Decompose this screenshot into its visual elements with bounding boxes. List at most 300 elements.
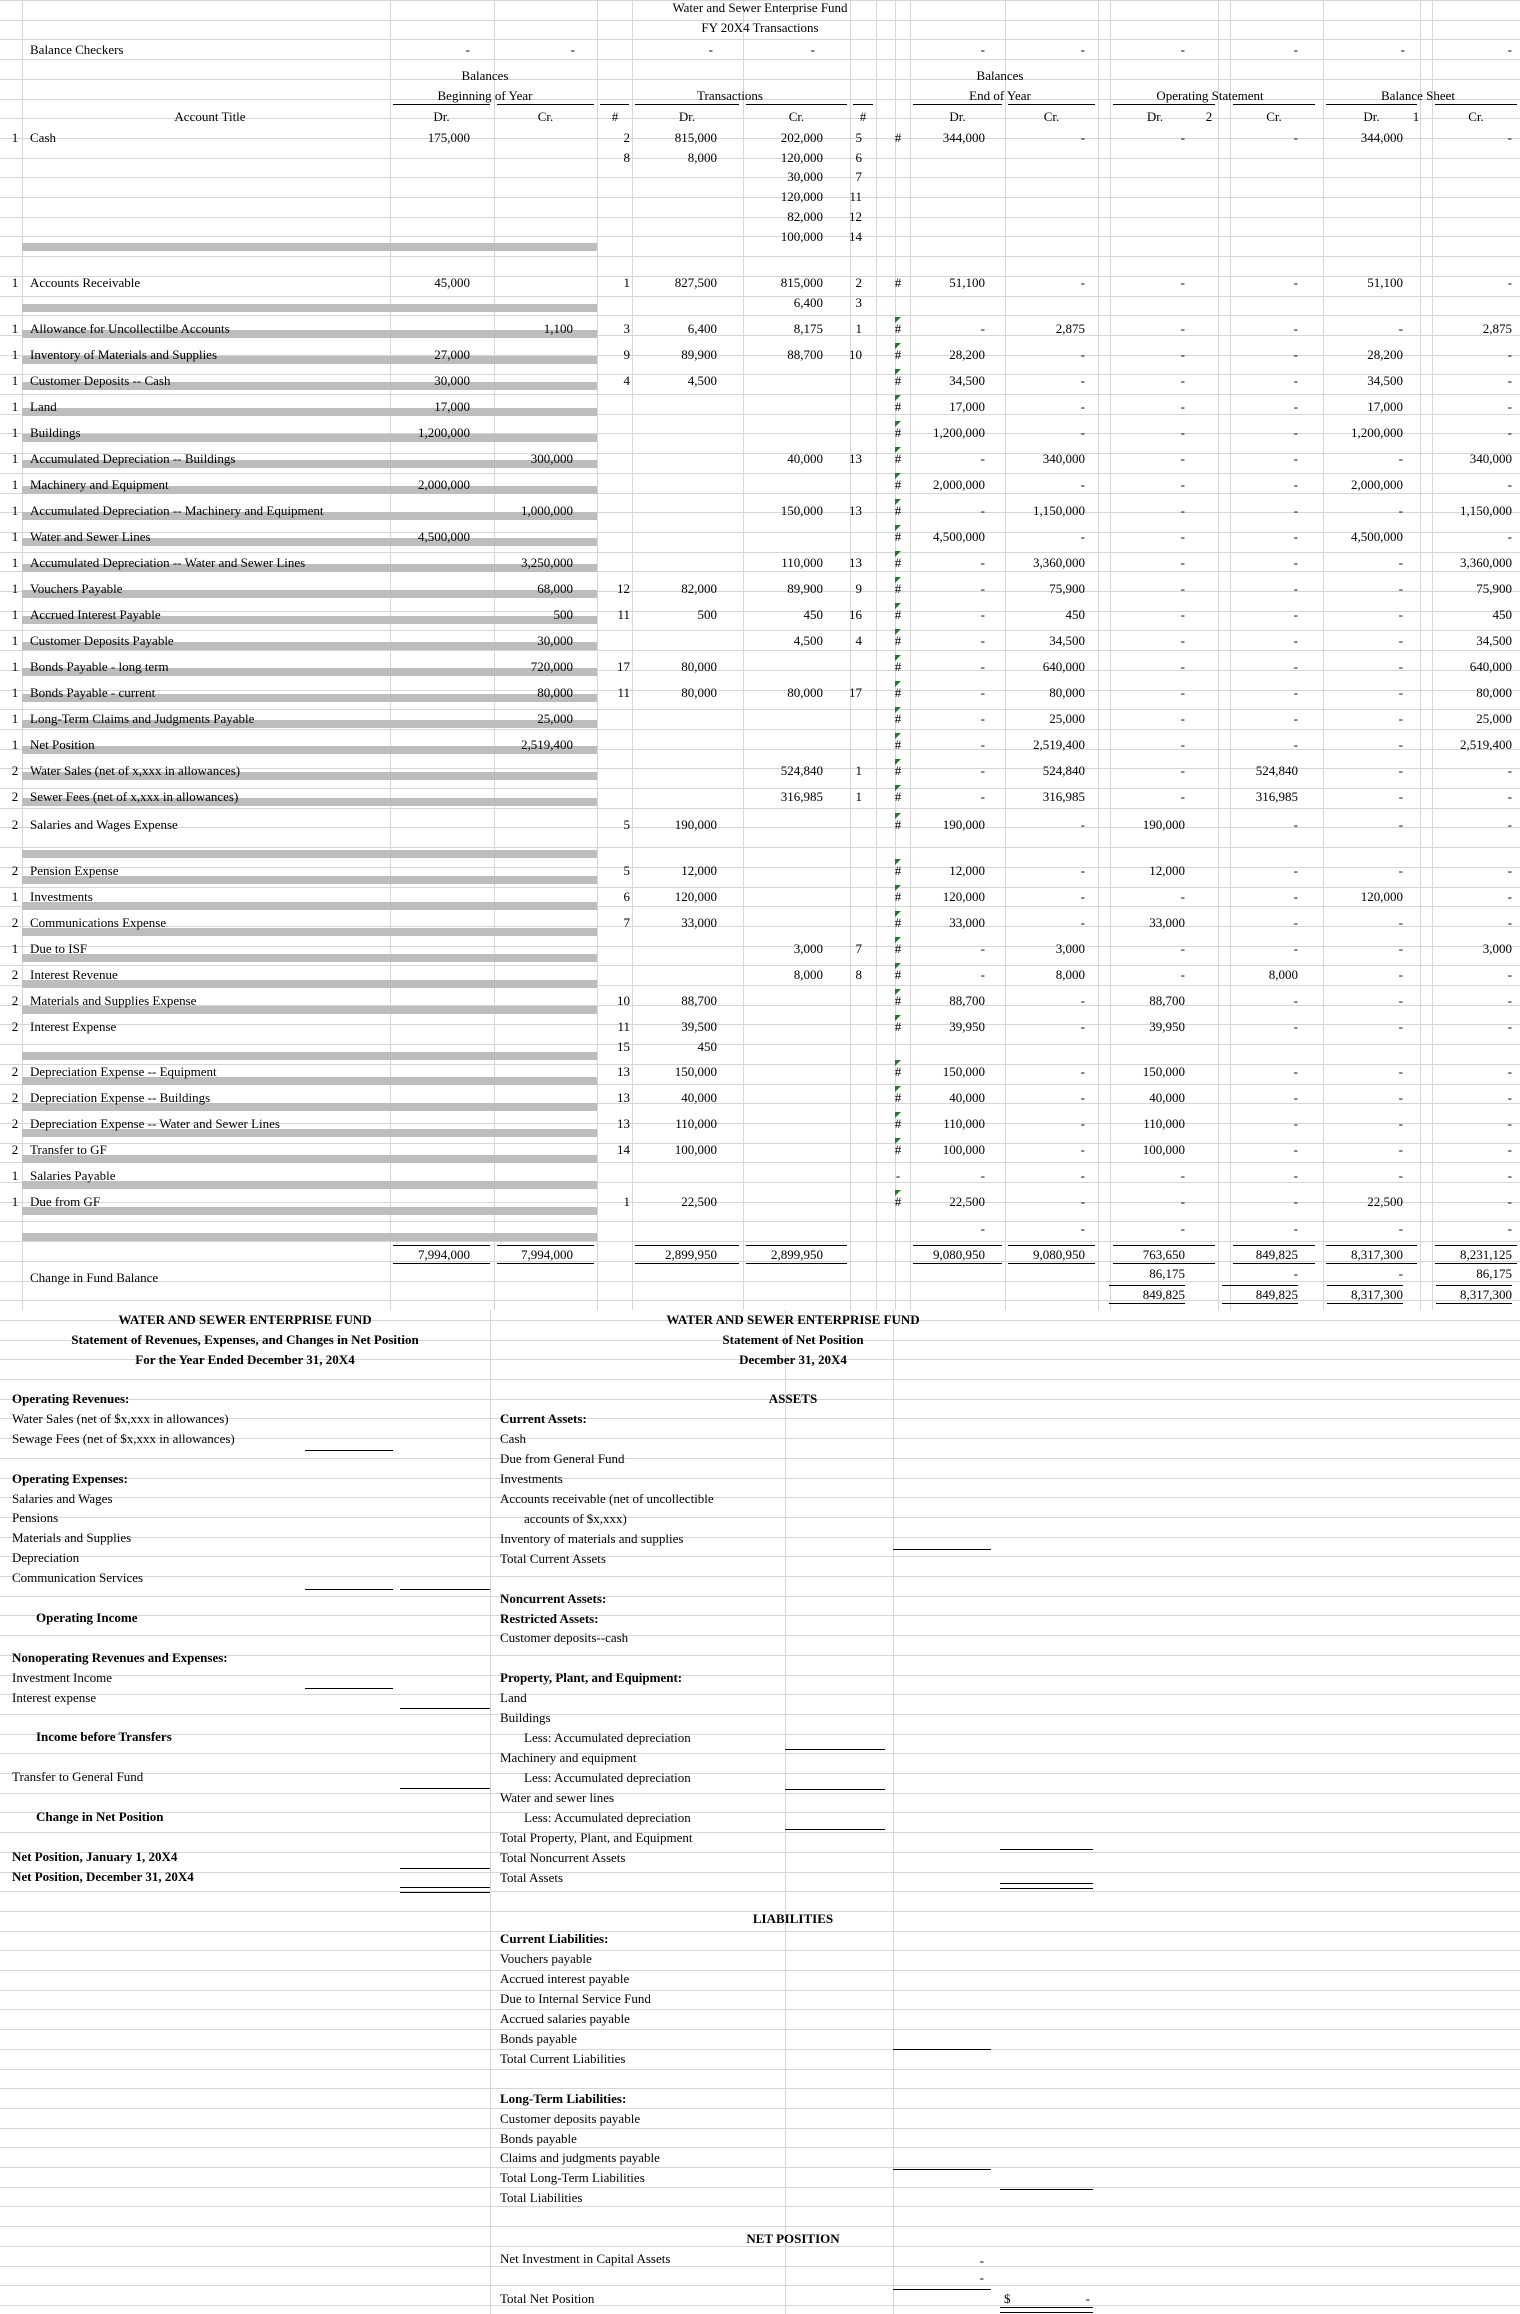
cell-ed: 34,500	[949, 373, 985, 388]
cell-ed: 12,000	[949, 863, 985, 878]
cell-tc	[743, 889, 823, 904]
cell-bd: 2,000,000	[418, 477, 470, 492]
net-investment-value-2: -	[979, 2270, 984, 2285]
cell-td	[637, 789, 717, 804]
cell-tc: 80,000	[787, 685, 823, 700]
asset-line: Noncurrent Assets:	[500, 1591, 607, 1606]
cell-bc	[493, 275, 573, 290]
cell-n2: 1	[855, 789, 862, 804]
cell-ec: 25,000	[1049, 711, 1085, 726]
asset-line: Customer deposits--cash	[500, 1630, 629, 1645]
cell-n: Pension Expense	[30, 863, 119, 878]
checker-mark: -	[1293, 42, 1298, 57]
cell-n: Due to ISF	[30, 941, 88, 956]
cell-n1: 13	[617, 1116, 630, 1131]
checker-mark: -	[465, 42, 470, 57]
cell-bd: 4,500,000	[418, 529, 470, 544]
sum-rule	[1327, 1285, 1403, 1286]
cell-n1	[606, 941, 630, 956]
cell-t: 2	[11, 817, 19, 832]
cell-bc: 68,000	[537, 581, 573, 596]
liability-line: Claims and judgments payable	[500, 2150, 660, 2165]
cell-od: 33,000	[1149, 915, 1185, 930]
cell-n: Depreciation Expense -- Equipment	[30, 1064, 217, 1079]
liabilities-heading: LIABILITIES	[752, 1911, 834, 1926]
cell-sd: -	[1398, 967, 1403, 982]
cell-ec: 2,519,400	[1033, 737, 1085, 752]
gridline-vertical	[1420, 0, 1421, 1310]
cell-ec: 80,000	[1049, 685, 1085, 700]
cell-n1: 15	[617, 1039, 630, 1054]
header-underline	[393, 104, 490, 105]
cell-sc: -	[1507, 1221, 1512, 1236]
cell-bc	[493, 1168, 573, 1183]
cell-n1	[606, 399, 630, 414]
cell-sd: -	[1398, 1019, 1403, 1034]
total-sd: 8,317,300	[1351, 1247, 1403, 1262]
cell-oc: -	[1293, 399, 1298, 414]
cell-od: -	[1180, 889, 1185, 904]
cell-h: #	[894, 941, 902, 956]
cell-n: Interest Expense	[30, 1019, 117, 1034]
income-line: Nonoperating Revenues and Expenses:	[12, 1650, 228, 1665]
income-line: Net Position, January 1, 20X4	[12, 1849, 178, 1864]
header-boy2: Beginning of Year	[437, 88, 533, 103]
cell-ed: -	[980, 581, 985, 596]
total-rule	[1233, 1245, 1315, 1246]
cell-t: 1	[11, 555, 19, 570]
cell-sd: 34,500	[1367, 373, 1403, 388]
total-rule	[1113, 1245, 1215, 1246]
checker-mark: -	[708, 42, 713, 57]
change-sc: 86,175	[1476, 1266, 1512, 1281]
cell-sd: -	[1398, 581, 1403, 596]
row-separator	[390, 850, 597, 858]
double-underline	[400, 1887, 490, 1893]
header-ops-flag: 2	[1205, 109, 1213, 124]
cell-ed: -	[980, 1221, 985, 1236]
cell-tc	[743, 1168, 823, 1183]
cell-tc: 82,000	[787, 209, 823, 224]
gridline-vertical	[1218, 0, 1219, 1310]
cell-od: -	[1180, 529, 1185, 544]
liability-line: Bonds payable	[500, 2031, 577, 2046]
gridline	[0, 2009, 1520, 2010]
cell-bd	[390, 581, 470, 596]
cell-n1	[606, 763, 630, 778]
cell-t: 1	[11, 737, 19, 752]
cell-sc: 80,000	[1476, 685, 1512, 700]
cell-ec: -	[1080, 1168, 1085, 1183]
cell-h: #	[894, 581, 902, 596]
comment-indicator	[895, 989, 901, 995]
double-underline	[1000, 2307, 1093, 2313]
cell-t: 1	[11, 451, 19, 466]
cell-tc	[743, 1116, 823, 1131]
cell-h: #	[894, 373, 902, 388]
cell-oc: 524,840	[1255, 763, 1298, 778]
cell-od: -	[1180, 451, 1185, 466]
cell-t: 2	[11, 1090, 19, 1105]
comment-indicator	[895, 395, 901, 401]
comment-indicator	[895, 603, 901, 609]
cell-t: 1	[11, 607, 19, 622]
cell-n: Transfer to GF	[30, 1142, 107, 1157]
cell-n1	[606, 711, 630, 726]
total-rule	[635, 1245, 739, 1246]
cell-td: 6,400	[687, 321, 717, 336]
cell-bc: 500	[553, 607, 573, 622]
cell-ec: -	[1080, 399, 1085, 414]
cell-t: 1	[11, 275, 19, 290]
liability-line: Current Liabilities:	[500, 1931, 609, 1946]
comment-indicator	[895, 343, 901, 349]
cell-n: Accrued Interest Payable	[30, 607, 161, 622]
gridline-vertical	[910, 0, 911, 1310]
cell-oc: -	[1293, 633, 1298, 648]
cell-td	[637, 967, 717, 982]
change-in-fund-balance-label: Change in Fund Balance	[30, 1270, 159, 1285]
income-line: Depreciation	[12, 1550, 80, 1565]
cell-sc: -	[1507, 347, 1512, 362]
cell-td	[637, 1168, 717, 1183]
row-separator	[390, 304, 597, 312]
cell-sd: 4,500,000	[1351, 529, 1403, 544]
cell-ed: -	[980, 967, 985, 982]
total-ec: 9,080,950	[1033, 1247, 1085, 1262]
gridline	[0, 2266, 1520, 2267]
cell-bd	[390, 1168, 470, 1183]
cell-n2	[836, 1019, 862, 1034]
cell-td: 80,000	[681, 659, 717, 674]
cell-n: Allowance for Uncollectilbe Accounts	[30, 321, 230, 336]
worksheet-title: Water and Sewer Enterprise Fund	[672, 0, 848, 15]
cell-sc: -	[1507, 130, 1512, 145]
amount-underline	[400, 1708, 490, 1709]
cell-ed: 33,000	[949, 915, 985, 930]
gridline	[0, 2088, 1520, 2089]
cell-ec: 8,000	[1055, 967, 1085, 982]
cell-bd	[390, 451, 470, 466]
cell-oc: -	[1293, 529, 1298, 544]
header-dr: Dr.	[1363, 109, 1380, 124]
cell-ed: -	[980, 711, 985, 726]
gridline	[0, 59, 1520, 60]
gridline-vertical	[1323, 0, 1324, 1310]
cell-bc	[493, 817, 573, 832]
cell-n: Accounts Receivable	[30, 275, 141, 290]
gridline	[0, 650, 1520, 651]
asset-line: Investments	[500, 1471, 563, 1486]
cell-od: -	[1180, 607, 1185, 622]
cell-t: 1	[11, 373, 19, 388]
cell-n: Long-Term Claims and Judgments Payable	[30, 711, 255, 726]
cell-ec: -	[1080, 915, 1085, 930]
checker-mark: -	[810, 42, 815, 57]
cell-n2: 6	[855, 150, 862, 165]
cell-sd: 17,000	[1367, 399, 1403, 414]
cell-n: Buildings	[30, 425, 81, 440]
cell-bc	[493, 425, 573, 440]
header-underline	[1113, 104, 1215, 105]
cell-n1: 9	[623, 347, 630, 362]
header-eoy: Balances	[976, 68, 1024, 83]
gridline-vertical	[490, 1310, 491, 2314]
cell-n2: 10	[849, 347, 862, 362]
cell-sd: -	[1398, 1221, 1403, 1236]
cell-n1: 13	[617, 1064, 630, 1079]
cell-od: -	[1180, 321, 1185, 336]
cell-bd	[390, 711, 470, 726]
comment-indicator	[895, 785, 901, 791]
cell-ec: 340,000	[1042, 451, 1085, 466]
cell-oc: -	[1293, 1194, 1298, 1209]
gridline	[0, 2187, 1520, 2188]
cell-od: -	[1180, 967, 1185, 982]
cell-td: 827,500	[674, 275, 717, 290]
cell-sd: -	[1398, 863, 1403, 878]
comment-indicator	[895, 525, 901, 531]
cell-t: 2	[11, 1064, 19, 1079]
cell-n1: 14	[617, 1142, 630, 1157]
cell-ec: -	[1080, 347, 1085, 362]
comment-indicator	[895, 681, 901, 687]
cell-ec: -	[1080, 1064, 1085, 1079]
cell-ed: 2,000,000	[933, 477, 985, 492]
cell-od: -	[1180, 130, 1185, 145]
cell-sc: -	[1507, 789, 1512, 804]
cell-h: #	[894, 1142, 902, 1157]
cell-oc: -	[1293, 863, 1298, 878]
cell-od: -	[1180, 555, 1185, 570]
cell-n2	[836, 1090, 862, 1105]
income-line: Operating Revenues:	[12, 1391, 130, 1406]
comment-indicator	[895, 963, 901, 969]
cell-td	[637, 477, 717, 492]
income-line: Salaries and Wages	[12, 1491, 113, 1506]
cell-tc	[743, 659, 823, 674]
cell-td: 39,500	[681, 1019, 717, 1034]
checker-mark: -	[1180, 42, 1185, 57]
gridline	[0, 2108, 1520, 2109]
cell-n1: 11	[617, 685, 630, 700]
cell-n2	[836, 425, 862, 440]
cell-oc: -	[1293, 1116, 1298, 1131]
cell-t: 1	[11, 321, 19, 336]
final-sd: 8,317,300	[1351, 1287, 1403, 1302]
cell-bc	[493, 477, 573, 492]
header-cr: Cr.	[788, 109, 805, 124]
cell-n2	[836, 1142, 862, 1157]
amount-underline	[400, 1788, 490, 1789]
gridline	[0, 394, 1520, 395]
cell-ed: -	[980, 763, 985, 778]
cell-td	[637, 633, 717, 648]
cell-ed: 51,100	[949, 275, 985, 290]
cell-n: Sewer Fees (net of x,xxx in allowances)	[30, 789, 239, 804]
cell-ed: 40,000	[949, 1090, 985, 1105]
cell-t: 1	[11, 399, 19, 414]
cell-bc	[493, 863, 573, 878]
cell-td: 22,500	[681, 1194, 717, 1209]
cell-ed: 88,700	[949, 993, 985, 1008]
cell-h: #	[894, 1019, 902, 1034]
cell-t: 1	[11, 1194, 19, 1209]
cell-bd: 175,000	[427, 130, 470, 145]
double-underline	[1000, 1883, 1093, 1889]
cell-n1	[606, 967, 630, 982]
cell-h: #	[894, 555, 902, 570]
cell-n1	[606, 789, 630, 804]
amount-underline	[305, 1450, 393, 1451]
cell-tc	[743, 711, 823, 726]
cell-tc: 89,900	[787, 581, 823, 596]
header-underline	[1008, 104, 1095, 105]
total-net-position-value: -	[1085, 2291, 1090, 2306]
cell-bc	[493, 529, 573, 544]
cell-n2	[836, 1168, 862, 1183]
cell-tc: 316,985	[780, 789, 823, 804]
asset-line: accounts of $x,xxx)	[524, 1511, 627, 1526]
header-underline	[1233, 104, 1315, 105]
amount-underline	[893, 2289, 991, 2290]
cell-od: -	[1180, 1168, 1185, 1183]
cell-od: -	[1180, 789, 1185, 804]
cell-bc	[493, 1064, 573, 1079]
cell-bd	[390, 967, 470, 982]
cell-oc: -	[1293, 737, 1298, 752]
worksheet-subtitle: FY 20X4 Transactions	[701, 20, 819, 35]
comment-indicator	[895, 759, 901, 765]
total-rule	[497, 1245, 594, 1246]
cell-ed: -	[980, 633, 985, 648]
cell-n2: 7	[855, 941, 862, 956]
cell-t: 1	[11, 889, 19, 904]
change-sd: -	[1398, 1266, 1403, 1281]
cell-sc: 1,150,000	[1460, 503, 1512, 518]
cell-ed: 4,500,000	[933, 529, 985, 544]
total-rule	[1435, 1245, 1517, 1246]
cell-bd: 27,000	[434, 347, 470, 362]
cell-ed: -	[980, 659, 985, 674]
cell-bd: 17,000	[434, 399, 470, 414]
header-dr: Dr.	[678, 109, 696, 124]
total-td: 2,899,950	[665, 1247, 717, 1262]
cell-bd	[390, 889, 470, 904]
asset-line: Total Assets	[500, 1870, 564, 1885]
cell-n2: 8	[855, 967, 862, 982]
cell-td: 33,000	[681, 915, 717, 930]
income-line: Net Position, December 31, 20X4	[12, 1869, 194, 1884]
liability-line: Customer deposits payable	[500, 2111, 641, 2126]
cell-oc: -	[1293, 915, 1298, 930]
cell-tc: 88,700	[787, 347, 823, 362]
cell-n: Water and Sewer Lines	[30, 529, 151, 544]
cell-n2	[836, 993, 862, 1008]
cell-oc: -	[1293, 711, 1298, 726]
cell-sc: 2,875	[1482, 321, 1512, 336]
cell-bc	[493, 373, 573, 388]
cell-n1: 12	[617, 581, 630, 596]
cell-n2	[836, 399, 862, 414]
total-ed: 9,080,950	[933, 1247, 985, 1262]
cell-n: Bonds Payable - current	[30, 685, 156, 700]
cell-bd	[390, 659, 470, 674]
comment-indicator	[895, 551, 901, 557]
cell-t: 1	[11, 633, 19, 648]
cell-n1: 1	[623, 1194, 630, 1209]
cell-n1	[606, 555, 630, 570]
cell-sd: -	[1398, 503, 1403, 518]
cell-n2	[836, 863, 862, 878]
cell-tc	[743, 399, 823, 414]
cell-ed: -	[980, 1168, 985, 1183]
cell-ec: 524,840	[1042, 763, 1085, 778]
total-rule	[1326, 1245, 1417, 1246]
amount-underline	[305, 1589, 393, 1590]
cell-ed: -	[980, 321, 985, 336]
cell-sc: 640,000	[1469, 659, 1512, 674]
net-position-heading: WATER AND SEWER ENTERPRISE FUND	[666, 1312, 920, 1327]
cell-sc: -	[1507, 993, 1512, 1008]
cell-h: #	[894, 633, 902, 648]
cell-sc: -	[1507, 817, 1512, 832]
amount-underline	[893, 2169, 991, 2170]
gridline-vertical	[893, 1310, 894, 2314]
cell-bd	[390, 1116, 470, 1131]
cell-h: #	[894, 817, 902, 832]
cell-od: -	[1180, 941, 1185, 956]
cell-t: 1	[11, 941, 19, 956]
cell-bd	[390, 685, 470, 700]
cell-od: -	[1180, 711, 1185, 726]
cell-bd	[390, 789, 470, 804]
cell-sc: 340,000	[1469, 451, 1512, 466]
cell-tc: 450	[803, 607, 823, 622]
cell-td: 82,000	[681, 581, 717, 596]
cell-bd	[390, 1194, 470, 1209]
cell-bd	[390, 915, 470, 930]
cell-oc: -	[1293, 275, 1298, 290]
cell-n1	[606, 425, 630, 440]
cell-ed: 344,000	[942, 130, 985, 145]
cell-td: 110,000	[675, 1116, 717, 1131]
header-cr: Cr.	[1043, 109, 1060, 124]
cell-ed: -	[980, 941, 985, 956]
income-line: Operating Expenses:	[12, 1471, 128, 1486]
gridline	[0, 1241, 1520, 1242]
cell-n1: 4	[623, 373, 630, 388]
net-investment-label: Net Investment in Capital Assets	[500, 2251, 671, 2266]
income-line: Interest expense	[12, 1690, 97, 1705]
cell-sc: -	[1507, 1116, 1512, 1131]
gridline	[0, 256, 1520, 257]
cell-n2: 12	[849, 209, 862, 224]
checker-mark: -	[1400, 42, 1405, 57]
cell-td: 120,000	[674, 889, 717, 904]
cell-ed: 39,950	[949, 1019, 985, 1034]
cell-n1	[606, 1168, 630, 1183]
cell-od: -	[1180, 275, 1185, 290]
cell-n: Machinery and Equipment	[30, 477, 169, 492]
cell-oc: -	[1293, 1168, 1298, 1183]
amount-underline	[1000, 2189, 1093, 2190]
cell-t: 1	[11, 425, 19, 440]
cell-h: #	[894, 130, 902, 145]
gridline-vertical	[1005, 0, 1006, 1310]
cell-tc	[743, 993, 823, 1008]
comment-indicator	[895, 499, 901, 505]
